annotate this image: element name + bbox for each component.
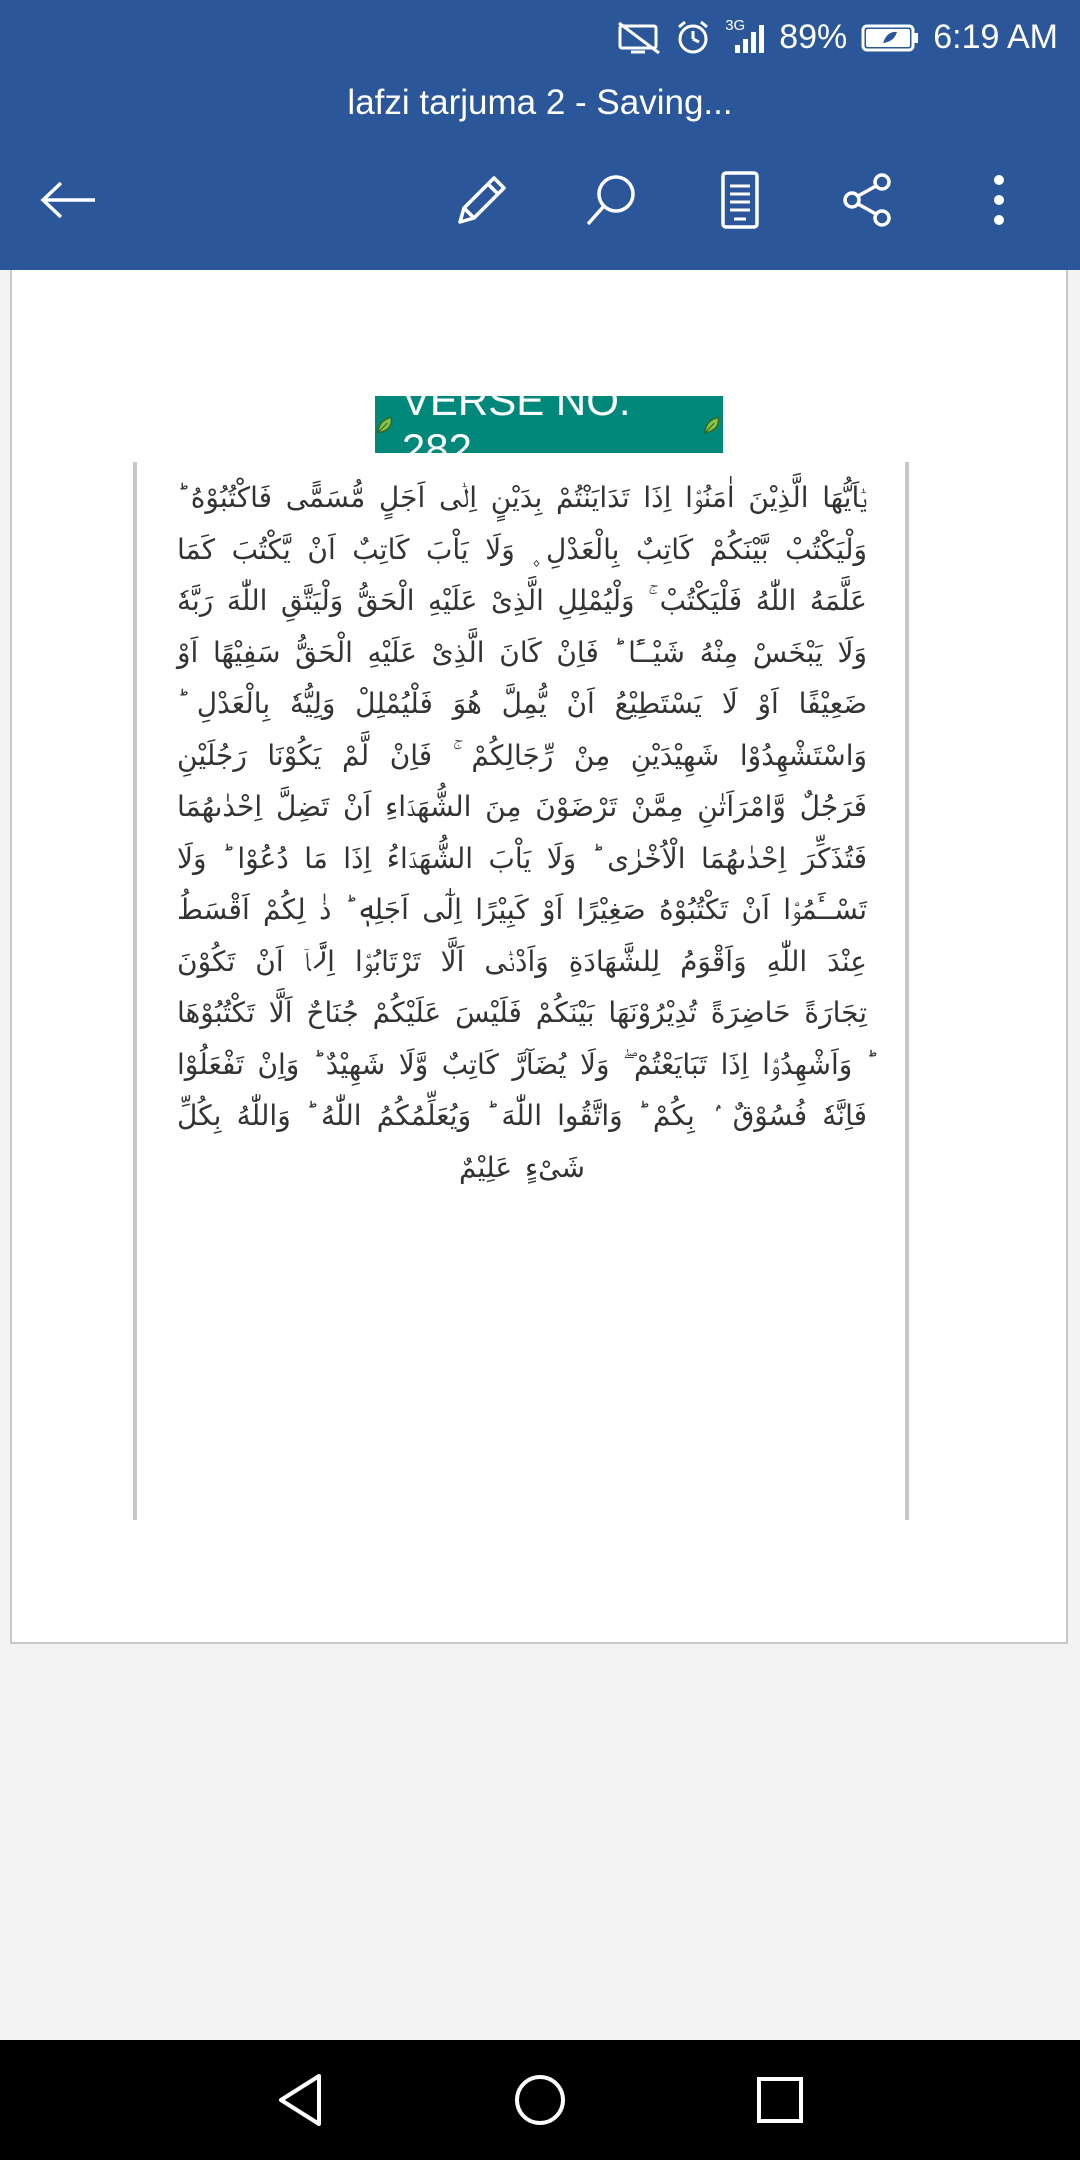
alarm-icon (675, 20, 711, 56)
battery-icon (861, 23, 919, 53)
arabic-verse-text: يٰۤاَيُّهَا الَّذِيْنَ اٰمَنُوْۤا اِذَا تَدَايَنْتُمْ بِدَيْنٍ اِلٰۤى اَجَلٍ مُّسَمًّى فَاكْتُبُوْهُ ؕ وَلْيَكْتُبْ بَّيْنَكُمْ كَاتِبٌ بِالْعَدْلِ ۪ وَلَا يَاْبَ كَاتِبٌ اَنْ يَّكْتُبَ كَمَا عَلَّمَهُ اللّٰهُ فَلْيَكْتُبْ ۚ وَلْيُمْلِلِ الَّذِىْ عَلَيْهِ الْحَقُّ وَلْيَتَّقِ اللّٰهَ رَبَّهٗ وَلَا يَبْخَسْ مِنْهُ شَيْــًٔا ؕ فَاِنْ كَانَ الَّذِىْ عَلَيْهِ الْحَقُّ سَفِيْهًا اَوْ ضَعِيْفًا اَوْ لَا يَسْتَطِيْعُ اَنْ يُّمِلَّ هُوَ فَلْيُمْلِلْ وَلِيُّهٗ بِالْعَدْلِ ؕ وَاسْتَشْهِدُوْا شَهِيْدَيْنِ مِنْ رِّجَالِكُمْ ۚ فَاِنْ لَّمْ يَكُوْنَا رَجُلَيْنِ فَرَجُلٌ وَّامْرَاَتٰنِ مِمَّنْ تَرْضَوْنَ مِنَ الشُّهَدَۤاءِ اَنْ تَضِلَّ اِحْدٰٮهُمَا فَتُذَكِّرَ اِحْدٰٮهُمَا الْاُخْرٰى ؕ وَلَا يَاْبَ الشُّهَدَۤاءُ اِذَا مَا دُعُوْا ؕ وَلَا تَسْــَٔمُوْۤا اَنْ تَكْتُبُوْهُ صَغِيْرًا اَوْ كَبِيْرًا اِلٰٓى اَجَلِهٖ ؕ ذٰ لِكُمْ اَقْسَطُ عِنْدَ اللّٰهِ وَاَقْوَمُ لِلشَّهَادَةِ وَاَدْنٰۤى اَلَّا تَرْتَابُوْۤا اِلَّاۤ اَنْ تَكُوْنَ تِجَارَةً حَاضِرَةً تُدِيْرُوْنَهَا بَيْنَكُمْ فَلَيْسَ عَلَيْكُمْ جُنَاحٌ اَلَّا تَكْتُبُوْهَا ؕ وَاَشْهِدُوْۤا اِذَا تَبَايَعْتُمْ ۖ وَلَا يُضَآرَّ كَاتِبٌ وَّلَا شَهِيْدٌ ؕ وَاِنْ تَفْعَلُوْا فَاِنَّهٗ فُسُوْقٌ ۢ بِكُمْ ؕ وَاتَّقُوا اللّٰهَ ؕ وَيُعَلِّمُكُمُ اللّٰهُ ؕ وَاللّٰهُ بِكُلِّ شَىْءٍ عَلِيْمٌ (177, 481, 867, 1184)
signal-icon (725, 16, 765, 55)
leaf-icon (375, 414, 396, 436)
toolbar (0, 150, 1080, 250)
verse-heading-text: VERSE NO. 282 (401, 376, 631, 472)
status-bar (0, 0, 1080, 75)
recents-square-icon (755, 2075, 805, 2125)
verse-heading (375, 376, 723, 472)
document-title: lafzi tarjuma 2 - Saving... (347, 83, 733, 122)
battery-percent: 89% (779, 18, 848, 56)
navigation-bar (0, 2040, 1080, 2160)
app-header (0, 0, 1080, 270)
more-options-button[interactable] (954, 150, 1044, 250)
clock-time: 6:19 AM (933, 18, 1058, 56)
screen-cast-off-icon (617, 21, 661, 55)
nav-home-button[interactable] (490, 2050, 590, 2150)
edit-pencil-icon (452, 170, 512, 230)
mobile-view-icon (718, 170, 762, 230)
mobile-view-button[interactable] (695, 150, 785, 250)
share-button[interactable] (822, 150, 912, 250)
nav-back-button[interactable] (250, 2050, 350, 2150)
home-circle-icon (512, 2072, 568, 2128)
back-button[interactable] (24, 150, 114, 250)
verse-text-frame (133, 462, 909, 1520)
more-options-icon (989, 170, 1009, 230)
nav-recents-button[interactable] (730, 2050, 830, 2150)
search-icon (582, 170, 642, 230)
leaf-icon (702, 414, 723, 436)
back-arrow-icon (39, 180, 99, 220)
edit-button[interactable] (437, 150, 527, 250)
share-icon (837, 170, 897, 230)
search-button[interactable] (567, 150, 657, 250)
back-triangle-icon (275, 2072, 325, 2128)
network-type-label: 3G (725, 16, 746, 34)
